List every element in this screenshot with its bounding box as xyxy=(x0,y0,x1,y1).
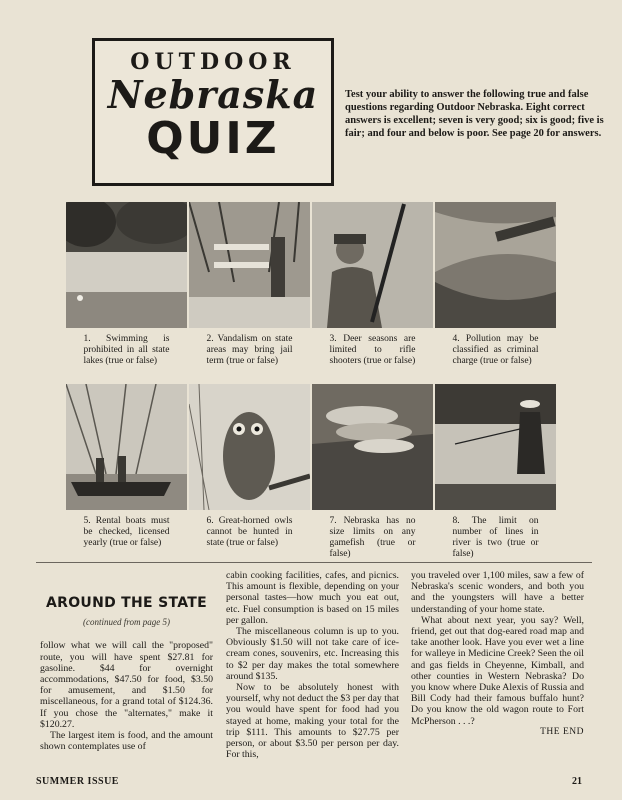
quiz-item-8 xyxy=(435,384,556,560)
issue-label: SUMMER ISSUE xyxy=(36,776,119,787)
hunter-photo xyxy=(312,202,433,328)
gate-photo xyxy=(189,202,310,328)
article-paragraph: The miscellaneous column is up to you. Obviously $1.50 will not take care of ice-cream cones, souvenirs, etc. Increasing this to $2 per day makes the total somewhere around $135. xyxy=(226,626,399,682)
quiz-caption: 8. The limit on number of lines in river is two (true or false) xyxy=(452,516,539,559)
quiz-caption: 4. Pollution may be classified as criminal charge (true or false) xyxy=(452,334,539,366)
pollution-photo xyxy=(435,202,556,328)
boat-photo xyxy=(66,384,187,510)
page-number: 21 xyxy=(572,776,582,787)
article-paragraph: follow what we will call the "proposed" route, you will have spent $27.81 for gasoline. $44 for overnight accommodations, $47.50 for food, $3.50 for amusement, and $1.50 for miscellaneous, for a grand total of $124.36. If you chose the "alternates," make it $120.27. xyxy=(40,640,213,730)
title-nebraska: Nebraska xyxy=(107,72,319,117)
title-quiz: QUIZ xyxy=(146,113,280,164)
quiz-caption: 3. Deer seasons are limited to rifle shooters (true or false) xyxy=(329,334,416,366)
quiz-item-6 xyxy=(189,384,310,549)
quiz-item-5 xyxy=(66,384,187,549)
quiz-item-4 xyxy=(435,202,556,367)
quiz-caption: 7. Nebraska has no size limits on any gamefish (true or false) xyxy=(329,516,416,559)
quiz-item-1 xyxy=(66,202,187,367)
quiz-title-box xyxy=(92,38,334,186)
article-title: AROUND THE STATE xyxy=(45,595,207,611)
article-column-3 xyxy=(411,570,584,738)
owl-photo xyxy=(189,384,310,510)
quiz-item-3 xyxy=(312,202,433,367)
article-column-1 xyxy=(40,570,213,752)
article-paragraph: cabin cooking facilities, cafes, and picnics. This amount is flexible, depending on your personal tastes—how much you eat out, etc. Fuel consumption is based on 15 miles per gallon. xyxy=(226,570,399,626)
lake-photo xyxy=(66,202,187,328)
article-paragraph: Now to be absolutely honest with yourself, why not deduct the $3 per day that you would have spent for food had you stayed at home, making your total for the trip $111. This amounts to $27.75 per person, or about $3.50 per person per day. For this, xyxy=(226,682,399,761)
fish-photo xyxy=(312,384,433,510)
quiz-intro: Test your ability to answer the following true and false questions regarding Outdoor Nebraska. Eight correct answers is excellent; seven is very good; six is good; five is fair; and four and below is poor. See page 20 for answers. xyxy=(345,89,604,139)
quiz-item-2 xyxy=(189,202,310,367)
section-divider xyxy=(36,562,592,563)
the-end: THE END xyxy=(540,726,584,737)
quiz-caption: 2. Vandalism on state areas may bring jail term (true or false) xyxy=(206,334,293,366)
article-paragraph: The largest item is food, and the amount shown contemplates use of xyxy=(40,730,213,753)
article-paragraph: you traveled over 1,100 miles, saw a few of Nebraska's scenic wonders, and both you and the youngsters will have a better understanding of your home state. xyxy=(411,570,584,615)
article-column-2 xyxy=(226,570,399,760)
angler-photo xyxy=(435,384,556,510)
continued-note: (continued from page 5) xyxy=(83,617,170,628)
quiz-item-7 xyxy=(312,384,433,560)
quiz-caption: 5. Rental boats must be checked, licensed yearly (true or false) xyxy=(83,516,170,548)
title-outdoor: OUTDOOR xyxy=(130,49,296,75)
quiz-caption: 6. Great-horned owls cannot be hunted in state (true or false) xyxy=(206,516,293,548)
article-paragraph: What about next year, you say? Well, friend, get out that dog-eared road map and take another look. Have you ever wet a line for walleye in Medicine Creek? Seen the oil and gas fields in Cheyenne, Kimball, and other counties in Western Nebraska? Do you know where Duke Alexis of Russia and Bill Cody had their famous buffalo hunt? Do you know the old wagon route to Fort McPherson . . .? xyxy=(411,614,584,727)
quiz-caption: 1. Swimming is prohibited in all state lakes (true or false) xyxy=(83,334,170,366)
